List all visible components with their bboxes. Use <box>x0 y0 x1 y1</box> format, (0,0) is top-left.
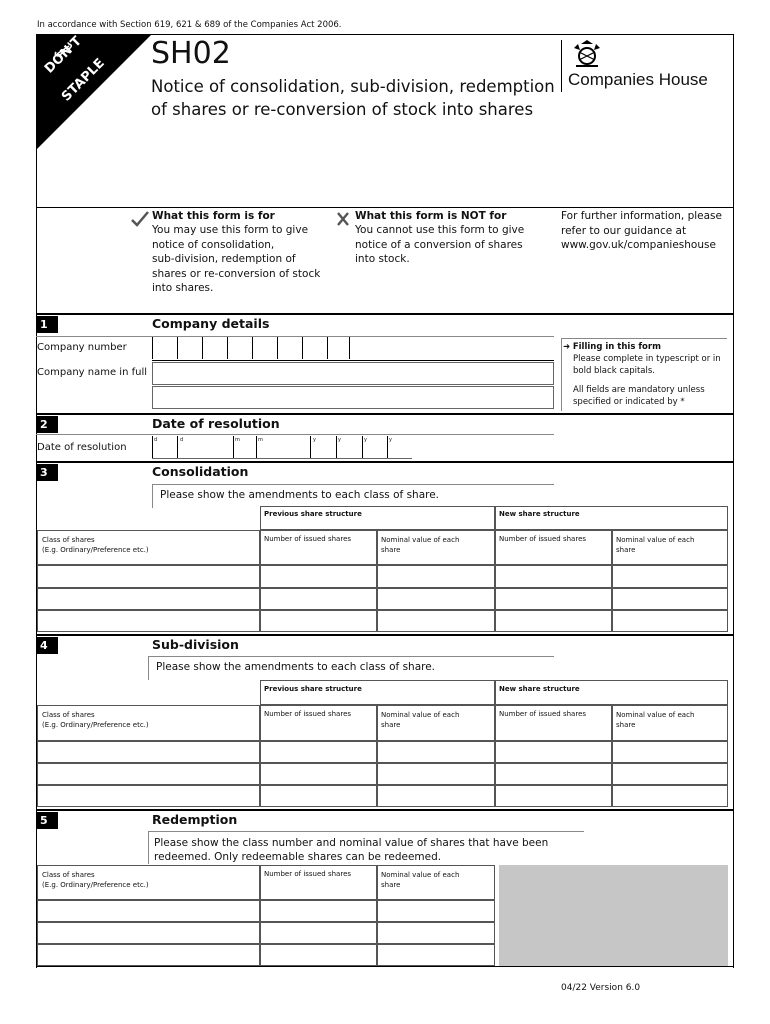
nominal-line: share <box>381 546 401 554</box>
redemption-nominal-input[interactable] <box>377 900 495 922</box>
date-box-label: y <box>313 437 316 443</box>
digit-box <box>202 337 203 359</box>
royal-crest-icon <box>568 40 606 70</box>
section2-title: Date of resolution <box>152 416 280 431</box>
previous-structure-label: Previous share structure <box>264 510 362 518</box>
section3-title: Consolidation <box>152 464 249 479</box>
class-label: Class of shares <box>42 536 95 544</box>
statute-reference: In accordance with Section 619, 621 & 689 of the Companies Act 2006. <box>37 20 342 30</box>
issued-header-prev <box>260 530 377 565</box>
not-for-title: What this form is NOT for <box>355 210 507 222</box>
section1-number: 1 <box>37 316 58 333</box>
for-text <box>152 223 320 296</box>
subdivision-prev-nominal-input[interactable] <box>377 785 495 807</box>
consolidation-class-input[interactable] <box>37 610 260 632</box>
nominal-line: share <box>381 881 401 889</box>
nominal-label <box>616 710 694 730</box>
date-underline <box>152 458 412 459</box>
section4-instruction: Please show the amendments to each class of share. <box>156 661 436 673</box>
subdivision-prev-issued-input[interactable] <box>260 741 377 763</box>
companies-house-brand: Companies House <box>568 70 708 89</box>
date-box-label: y <box>338 437 341 443</box>
issued-header-prev <box>260 705 377 741</box>
section1-rule <box>36 313 734 315</box>
class-header-text <box>42 535 149 555</box>
class-label: Class of shares <box>42 871 95 879</box>
date-box <box>362 436 363 458</box>
issued-label: Number of issued shares <box>499 535 587 543</box>
date-box-label: m <box>235 437 240 443</box>
form-title-line1: Notice of consolidation, sub-division, redemption <box>151 77 555 96</box>
digit-box <box>277 337 278 359</box>
section5-subrule <box>148 831 584 832</box>
further-info <box>561 209 722 253</box>
section3-rule <box>36 461 734 463</box>
date-of-resolution-field[interactable] <box>152 436 412 458</box>
digit-box <box>302 337 303 359</box>
subdivision-class-input[interactable] <box>37 763 260 785</box>
consolidation-new-issued-input[interactable] <box>495 610 612 632</box>
new-structure-header <box>495 506 728 530</box>
not-for-line: into stock. <box>355 253 410 265</box>
form-title-line2: of shares or re-conversion of stock into shares <box>151 100 534 119</box>
company-number-underline <box>152 360 554 361</box>
section5-instr-bar <box>148 832 149 864</box>
consolidation-new-issued-input[interactable] <box>495 565 612 588</box>
nominal-line: Nominal value of each <box>616 711 695 719</box>
section3-instr-bar <box>152 485 153 508</box>
not-for-line: You cannot use this form to give <box>355 224 525 236</box>
section2-number: 2 <box>37 416 58 433</box>
nominal-label <box>381 870 459 890</box>
date-box-label: y <box>364 437 367 443</box>
consolidation-new-nominal-input[interactable] <box>612 588 728 610</box>
for-line: sub-division, redemption of <box>152 253 296 265</box>
new-structure-header <box>495 680 728 705</box>
note-divider <box>561 339 562 411</box>
section4-title: Sub-division <box>152 637 239 652</box>
consolidation-prev-issued-input[interactable] <box>260 588 377 610</box>
consolidation-class-input[interactable] <box>37 565 260 588</box>
nominal-line: share <box>616 721 636 729</box>
dont-staple-label <box>36 34 152 150</box>
filling-line: Please complete in typescript or in <box>573 354 721 364</box>
nominal-line: share <box>381 721 401 729</box>
arrow-right-icon: ➜ <box>563 342 571 352</box>
date-box <box>177 436 178 458</box>
subdivision-new-issued-input[interactable] <box>495 741 612 763</box>
date-of-resolution-label: Date of resolution <box>37 442 127 453</box>
nominal-header <box>377 865 495 900</box>
section4-instr-bar <box>148 657 149 680</box>
filling-title: Filling in this form <box>572 342 661 352</box>
new-structure-label: New share structure <box>499 685 580 693</box>
info-line: For further information, please <box>561 210 722 222</box>
company-name-input-line2[interactable] <box>152 386 554 409</box>
redemption-issued-input[interactable] <box>260 944 377 966</box>
date-box-label: d <box>180 437 184 443</box>
previous-structure-label: Previous share structure <box>264 685 362 693</box>
redemption-class-input[interactable] <box>37 900 260 922</box>
nominal-header-new <box>612 530 728 565</box>
for-line: notice of consolidation, <box>152 238 275 251</box>
nominal-label <box>381 535 459 555</box>
previous-structure-header <box>260 506 495 530</box>
for-line: You may use this form to give <box>152 224 309 236</box>
redemption-nominal-input[interactable] <box>377 944 495 966</box>
subdivision-new-nominal-input[interactable] <box>612 763 728 785</box>
digit-box <box>349 337 350 359</box>
nominal-line: Nominal value of each <box>381 871 460 879</box>
dont-text: DON'T <box>42 33 85 77</box>
new-structure-label: New share structure <box>499 510 580 518</box>
consolidation-prev-nominal-input[interactable] <box>377 565 495 588</box>
subdivision-class-input[interactable] <box>37 741 260 763</box>
company-number-label: Company number <box>37 342 127 353</box>
class-header <box>37 865 260 900</box>
class-header <box>37 530 260 565</box>
subdivision-prev-nominal-input[interactable] <box>377 763 495 785</box>
section4-subrule <box>148 656 554 657</box>
class-example: (E.g. Ordinary/Preference etc.) <box>42 881 149 889</box>
cross-icon <box>336 211 350 227</box>
digit-box <box>227 337 228 359</box>
nominal-line: Nominal value of each <box>381 536 460 544</box>
section5-rule <box>36 809 734 811</box>
digit-box <box>327 337 328 359</box>
info-line: refer to our guidance at <box>561 224 687 237</box>
section3-instruction: Please show the amendments to each class of share. <box>160 489 440 501</box>
version-footer: 04/22 Version 6.0 <box>561 983 641 993</box>
digit-box <box>177 337 178 359</box>
date-box <box>387 436 388 458</box>
section5-number: 5 <box>37 812 58 829</box>
nominal-label <box>381 710 459 730</box>
class-header-text <box>42 710 149 730</box>
mandatory-line: All fields are mandatory unless <box>573 385 705 395</box>
instruction-line: redeemed. Only redeemable shares can be redeemed. <box>154 851 442 863</box>
info-line: www.gov.uk/companieshouse <box>561 239 716 251</box>
digit-box <box>152 337 153 359</box>
issued-header-new <box>495 530 612 565</box>
issued-header <box>260 865 377 900</box>
right-border <box>733 34 734 968</box>
consolidation-prev-issued-input[interactable] <box>260 565 377 588</box>
company-name-input-line1[interactable] <box>152 362 554 385</box>
not-for-text <box>355 223 524 267</box>
note-top-rule <box>561 338 727 339</box>
redemption-class-input[interactable] <box>37 922 260 944</box>
subdivision-class-input[interactable] <box>37 785 260 807</box>
class-example: (E.g. Ordinary/Preference etc.) <box>42 721 149 729</box>
check-icon <box>130 210 150 228</box>
for-line: shares or re-conversion of stock <box>152 267 321 280</box>
issued-label: Number of issued shares <box>264 870 352 878</box>
issued-header-new <box>495 705 612 741</box>
date-box-label: d <box>154 437 158 443</box>
bottom-border <box>36 966 734 967</box>
section5-instruction <box>154 836 548 864</box>
class-header-text <box>42 870 149 890</box>
date-box <box>233 436 234 458</box>
consolidation-new-nominal-input[interactable] <box>612 610 728 632</box>
nominal-line: share <box>616 546 636 554</box>
instruction-line: Please show the class number and nominal value of shares that have been <box>154 837 549 849</box>
class-header <box>37 705 260 741</box>
redemption-issued-input[interactable] <box>260 922 377 944</box>
section2-subrule <box>36 434 554 435</box>
date-box-label: y <box>389 437 392 443</box>
consolidation-class-input[interactable] <box>37 588 260 610</box>
section3-subrule <box>152 484 554 485</box>
nominal-header-prev <box>377 530 495 565</box>
redemption-issued-input[interactable] <box>260 900 377 922</box>
redemption-class-input[interactable] <box>37 944 260 966</box>
class-label: Class of shares <box>42 711 95 719</box>
nominal-line: Nominal value of each <box>381 711 460 719</box>
section2-rule <box>36 413 734 415</box>
nominal-line: Nominal value of each <box>616 536 695 544</box>
greyed-out-area <box>499 865 728 966</box>
digit-box <box>252 337 253 359</box>
subdivision-prev-nominal-input[interactable] <box>377 741 495 763</box>
class-example: (E.g. Ordinary/Preference etc.) <box>42 546 149 554</box>
subdivision-new-issued-input[interactable] <box>495 785 612 807</box>
nominal-header-prev <box>377 705 495 741</box>
consolidation-prev-nominal-input[interactable] <box>377 610 495 632</box>
subdivision-new-nominal-input[interactable] <box>612 741 728 763</box>
nominal-header-new <box>612 705 728 741</box>
nominal-label <box>616 535 694 555</box>
filling-note <box>563 341 721 408</box>
issued-label: Number of issued shares <box>264 535 352 543</box>
issued-label: Number of issued shares <box>264 710 352 718</box>
not-for-line: notice of a conversion of shares <box>355 238 523 251</box>
redemption-nominal-input[interactable] <box>377 922 495 944</box>
logo-divider <box>561 40 562 92</box>
consolidation-new-issued-input[interactable] <box>495 588 612 610</box>
date-box <box>310 436 311 458</box>
date-box <box>152 436 153 458</box>
section3-number: 3 <box>37 464 58 481</box>
subdivision-new-issued-input[interactable] <box>495 763 612 785</box>
date-box-label: m <box>258 437 263 443</box>
subdivision-new-nominal-input[interactable] <box>612 785 728 807</box>
section1-subrule <box>36 336 554 337</box>
section5-title: Redemption <box>152 812 238 827</box>
for-title: What this form is for <box>152 210 275 222</box>
previous-structure-header <box>260 680 495 705</box>
section1-title: Company details <box>152 316 270 331</box>
mandatory-line: specified or indicated by * <box>573 397 685 407</box>
section4-number: 4 <box>37 637 58 654</box>
consolidation-prev-issued-input[interactable] <box>260 610 377 632</box>
subdivision-prev-issued-input[interactable] <box>260 785 377 807</box>
section4-rule <box>36 634 734 636</box>
for-line: into shares. <box>152 282 214 294</box>
consolidation-new-nominal-input[interactable] <box>612 565 728 588</box>
intro-top-rule <box>36 207 734 208</box>
form-code: SH02 <box>151 36 231 71</box>
company-name-label: Company name in full <box>37 367 147 378</box>
date-box <box>336 436 337 458</box>
date-box <box>256 436 257 458</box>
filling-line: bold black capitals. <box>573 366 655 376</box>
staple-text: STAPLE <box>59 55 108 105</box>
issued-label: Number of issued shares <box>499 710 587 718</box>
subdivision-prev-issued-input[interactable] <box>260 763 377 785</box>
consolidation-prev-nominal-input[interactable] <box>377 588 495 610</box>
